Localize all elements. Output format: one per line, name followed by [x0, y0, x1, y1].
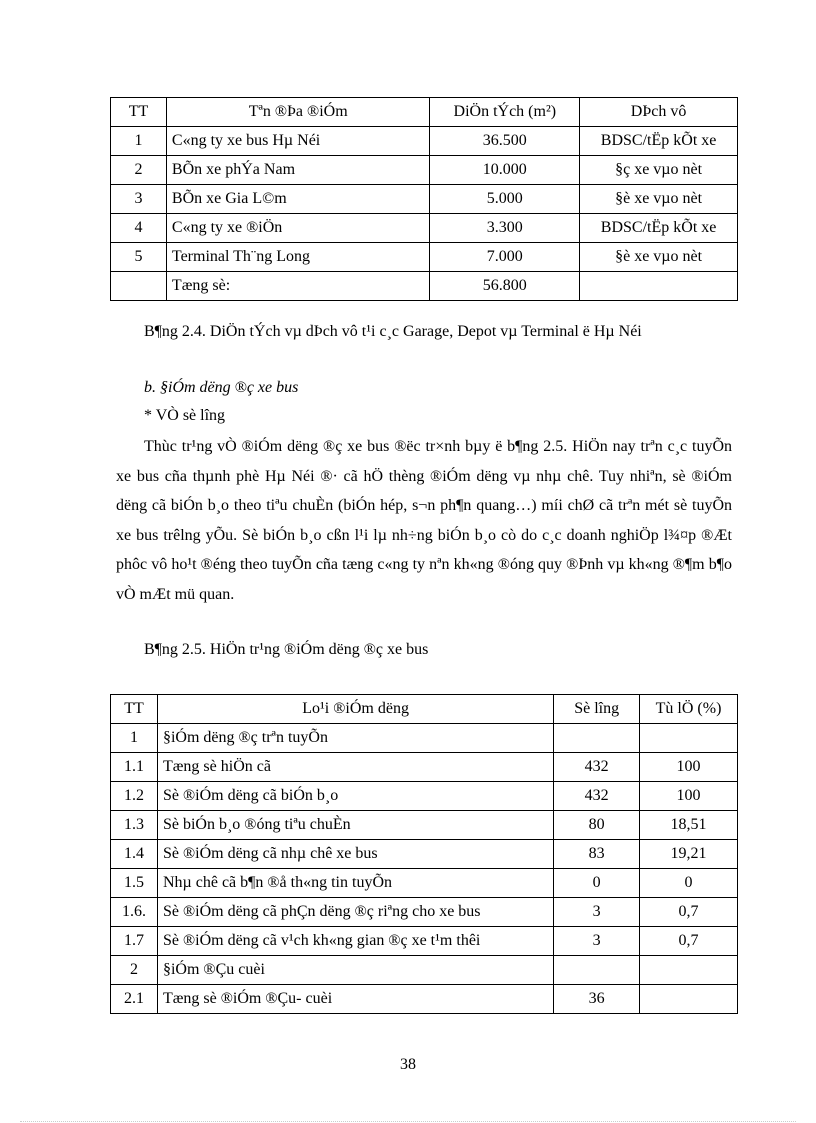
bus-stop-status-table: [110, 694, 738, 1014]
table-cell: 0,7: [640, 898, 738, 927]
table-cell: C«ng ty xe bus Hµ Néi: [166, 127, 430, 156]
page-bottom-divider: [20, 1121, 796, 1122]
table-row: [111, 243, 738, 272]
table-cell: 3.300: [430, 214, 580, 243]
table-row: [111, 898, 738, 927]
table-row: [111, 127, 738, 156]
table-cell: [640, 724, 738, 753]
table-cell: Tæng sè hiÖn cã: [157, 753, 553, 782]
table-row: [111, 724, 738, 753]
table-cell: Sè ®iÓm dëng cã nhµ chê xe bus: [157, 840, 553, 869]
sub-heading: * VÒ sè lîng: [144, 407, 226, 424]
table-cell: 1: [111, 724, 158, 753]
table-header-row: [111, 98, 738, 127]
table-cell: 0: [554, 869, 640, 898]
page-number: 38: [400, 1056, 416, 1073]
header-cell: Tù lÖ (%): [640, 695, 738, 724]
body-paragraph: Thùc tr¹ng vÒ ®iÓm dëng ®ç xe bus ®ëc tr×nh bµy ë b¶ng 2.5. HiÖn nay trªn c¸c tuyÕn xe bus cña thµnh phè Hµ Néi ®· cã hÖ thèng ®iÓm dëng vµ nhµ chê. Tuy nhiªn, sè ®iÓm dëng cã biÓn b¸o theo tiªu chuÈn (biÓn hép, s¬n ph¶n quang…) míi chØ cã trªn mét sè tuyÕn xe bus trêlng yÕu. Sè biÓn b¸o cßn l¹i lµ nh÷ng biÓn b¸o cò do c¸c doanh nghiÖp l¾¤p ®Æt phôc vô ho¹t ®éng theo tuyÕn cña tæng c«ng ty nªn kh«ng ®óng quy ®Þnh vµ kh«ng ®¶m b¶o vÒ mÆt mü quan.: [116, 438, 732, 603]
table-cell: 3: [554, 898, 640, 927]
header-cell: TT: [111, 98, 167, 127]
table-cell: Sè ®iÓm dëng cã phÇn dëng ®ç riªng cho xe bus: [157, 898, 553, 927]
table-cell: 3: [111, 185, 167, 214]
table-row: [111, 840, 738, 869]
table-cell: Sè ®iÓm dëng cã biÓn b¸o: [157, 782, 553, 811]
table-cell: [111, 272, 167, 301]
table-2-5-caption: B¶ng 2.5. HiÖn tr¹ng ®iÓm dëng ®ç xe bus: [144, 641, 429, 658]
table-row: [111, 811, 738, 840]
section-heading: b. §iÓm dëng ®ç xe bus: [144, 379, 299, 396]
table-cell: [554, 956, 640, 985]
table-cell: 432: [554, 782, 640, 811]
table-cell: Tæng sè ®iÓm ®Çu- cuèi: [157, 985, 553, 1014]
table-cell: Terminal Th¨ng Long: [166, 243, 430, 272]
table-cell: 1.2: [111, 782, 158, 811]
header-cell: Sè lîng: [554, 695, 640, 724]
table-row: [111, 185, 738, 214]
table-cell: 56.800: [430, 272, 580, 301]
table-cell: 1.3: [111, 811, 158, 840]
table-cell: BDSC/tËp kÕt xe: [580, 214, 738, 243]
table-cell: 1.5: [111, 869, 158, 898]
table-cell: 5: [111, 243, 167, 272]
table-cell: Sè ®iÓm dëng cã v¹ch kh«ng gian ®ç xe t¹m thêi: [157, 927, 553, 956]
table-cell: 4: [111, 214, 167, 243]
table-cell: §ç xe vµo nèt: [580, 156, 738, 185]
table-row: [111, 927, 738, 956]
table-cell: 432: [554, 753, 640, 782]
table-row: [111, 156, 738, 185]
table-2-4-caption: B¶ng 2.4. DiÖn tÝch vµ dÞch vô t¹i c¸c Garage, Depot vµ Terminal ë Hµ Néi: [144, 323, 642, 340]
table-cell: 7.000: [430, 243, 580, 272]
table-cell: BÕn xe phÝa Nam: [166, 156, 430, 185]
table-cell: 36: [554, 985, 640, 1014]
table-cell: BDSC/tËp kÕt xe: [580, 127, 738, 156]
table-cell: Sè biÓn b¸o ®óng tiªu chuÈn: [157, 811, 553, 840]
table-cell: 10.000: [430, 156, 580, 185]
table-cell: 19,21: [640, 840, 738, 869]
table-cell: 0: [640, 869, 738, 898]
table-cell: 2: [111, 156, 167, 185]
table-cell: 36.500: [430, 127, 580, 156]
table-row: [111, 214, 738, 243]
table-cell: 1.7: [111, 927, 158, 956]
table-cell: 1.1: [111, 753, 158, 782]
table-cell: 80: [554, 811, 640, 840]
table-cell: 1.6.: [111, 898, 158, 927]
table-cell: [640, 956, 738, 985]
table-cell: 100: [640, 753, 738, 782]
table-cell: 2.1: [111, 985, 158, 1014]
garage-depot-table: [110, 97, 738, 301]
table-cell: 83: [554, 840, 640, 869]
table-cell: Nhµ chê cã b¶n ®å th«ng tin tuyÕn: [157, 869, 553, 898]
table-cell: 2: [111, 956, 158, 985]
table-header-row: [111, 695, 738, 724]
table-cell: 3: [554, 927, 640, 956]
header-cell: Tªn ®Þa ®iÓm: [166, 98, 430, 127]
table-cell: §è xe vµo nèt: [580, 185, 738, 214]
table-cell: C«ng ty xe ®iÖn: [166, 214, 430, 243]
table-row: [111, 869, 738, 898]
header-cell: DiÖn tÝch (m²): [430, 98, 580, 127]
table-cell: 18,51: [640, 811, 738, 840]
table-cell: 100: [640, 782, 738, 811]
table-row: [111, 782, 738, 811]
table-cell: §iÓm dëng ®ç trªn tuyÕn: [157, 724, 553, 753]
table-cell: 1: [111, 127, 167, 156]
table-row: [111, 753, 738, 782]
table-cell: §è xe vµo nèt: [580, 243, 738, 272]
header-cell: TT: [111, 695, 158, 724]
table-total-row: [111, 272, 738, 301]
table-cell: [554, 724, 640, 753]
table-cell: §iÓm ®Çu cuèi: [157, 956, 553, 985]
table-row: [111, 956, 738, 985]
header-cell: DÞch vô: [580, 98, 738, 127]
table-cell: BÕn xe Gia L©m: [166, 185, 430, 214]
table-cell: Tæng sè:: [166, 272, 430, 301]
table-cell: [640, 985, 738, 1014]
table-cell: 1.4: [111, 840, 158, 869]
table-row: [111, 985, 738, 1014]
table-cell: 0,7: [640, 927, 738, 956]
header-cell: Lo¹i ®iÓm dëng: [157, 695, 553, 724]
table-cell: [580, 272, 738, 301]
table-cell: 5.000: [430, 185, 580, 214]
